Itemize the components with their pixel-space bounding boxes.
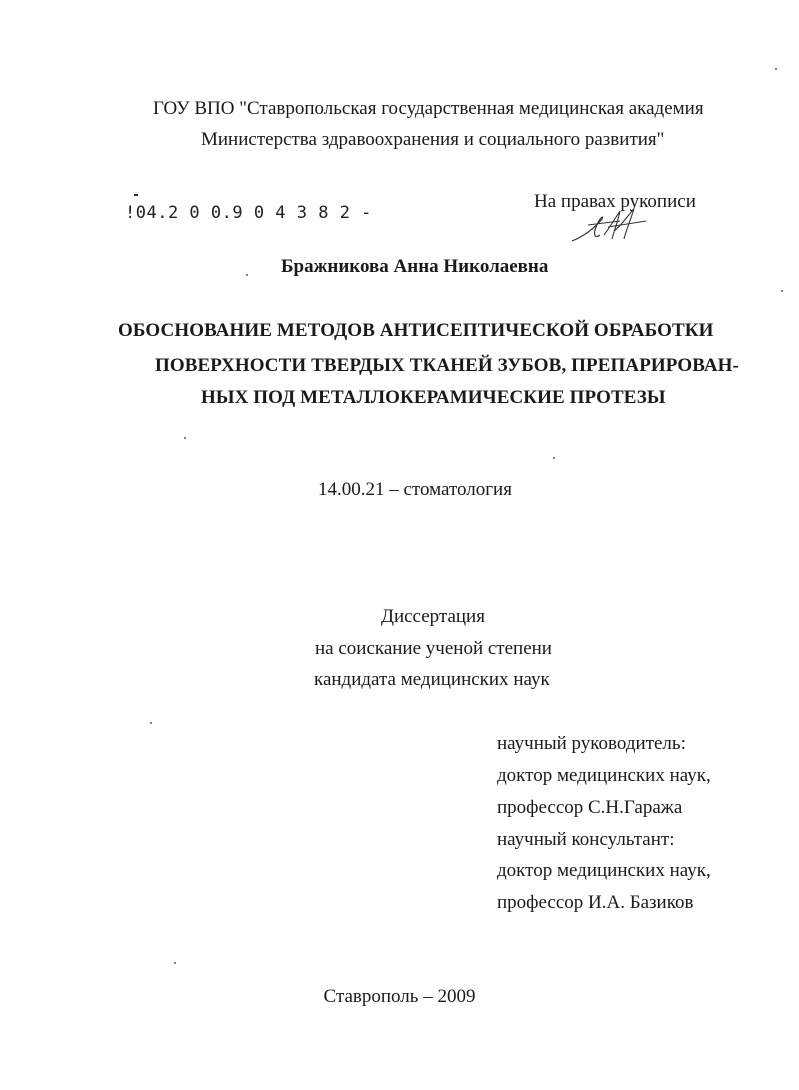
- manuscript-rights: На правах рукописи: [534, 191, 696, 212]
- scan-speck: [174, 962, 176, 964]
- scan-speck: [781, 290, 783, 292]
- specialty-code: 14.00.21 – стоматология: [318, 479, 512, 500]
- handwritten-signature: [568, 205, 648, 247]
- degree-purpose: на соискание ученой степени: [315, 638, 552, 659]
- registration-stamp: !04.2 0 0.9 0 4 3 8 2 -: [125, 203, 372, 223]
- advisor-role: научный руководитель:: [497, 733, 686, 754]
- scan-speck: [246, 274, 248, 276]
- scan-speck: [150, 722, 152, 724]
- author-name: Бражникова Анна Николаевна: [281, 256, 549, 277]
- degree-field: кандидата медицинских наук: [314, 669, 550, 690]
- thesis-title-line-3: НЫХ ПОД МЕТАЛЛОКЕРАМИЧЕСКИЕ ПРОТЕЗЫ: [201, 387, 666, 408]
- scan-speck: [184, 437, 186, 439]
- consultant-name: профессор И.А. Базиков: [497, 892, 694, 913]
- stamp-mark: [134, 194, 138, 196]
- institution-line-1: ГОУ ВПО "Ставропольская государственная медицинская академия: [153, 98, 704, 119]
- city-year: Ставрополь – 2009: [323, 986, 476, 1007]
- advisor-name: профессор С.Н.Гаража: [497, 797, 683, 818]
- scan-speck: [553, 457, 555, 459]
- consultant-role: научный консультант:: [497, 829, 675, 850]
- consultant-degree: доктор медицинских наук,: [497, 860, 711, 881]
- thesis-title-line-2: ПОВЕРХНОСТИ ТВЕРДЫХ ТКАНЕЙ ЗУБОВ, ПРЕПАРИРОВАН-: [155, 355, 739, 376]
- scan-speck: [775, 68, 777, 70]
- thesis-title-line-1: ОБОСНОВАНИЕ МЕТОДОВ АНТИСЕПТИЧЕСКОЙ ОБРАБОТКИ: [118, 320, 714, 341]
- degree-type: Диссертация: [381, 606, 485, 627]
- advisor-degree: доктор медицинских наук,: [497, 765, 711, 786]
- institution-line-2: Министерства здравоохранения и социального развития": [201, 129, 665, 150]
